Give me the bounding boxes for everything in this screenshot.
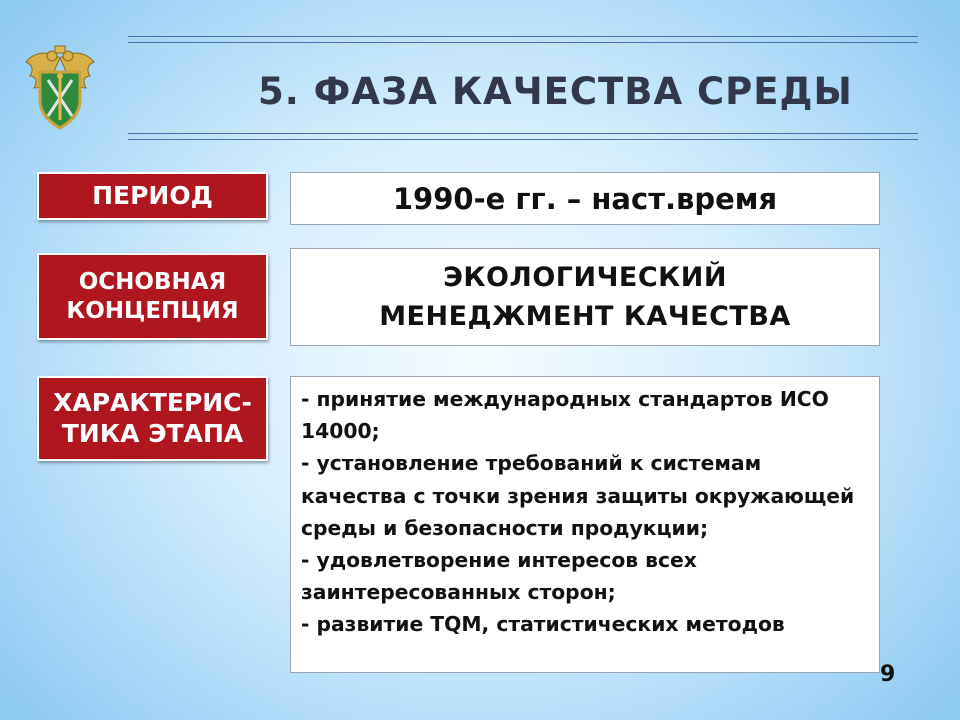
list-item: - принятие международных стандартов ИСО 14000; [301, 387, 829, 444]
coat-of-arms-icon [22, 44, 98, 132]
top-rule-1 [128, 36, 918, 37]
list-item: - установление требований к системам качества с точки зрения защиты окружающей среды и безопасности продукции; [301, 451, 855, 540]
characteristic-label: ХАРАКТЕРИС- ТИКА ЭТАПА [37, 376, 268, 461]
concept-label: ОСНОВНАЯ КОНЦЕПЦИЯ [37, 253, 268, 340]
bottom-rule-2 [128, 139, 918, 140]
page-number: 9 [880, 662, 896, 687]
period-value: 1990-е гг. – наст.время [290, 172, 880, 225]
list-item: - удовлетворение интересов всех заинтересованных сторон; [301, 548, 697, 605]
characteristic-list [290, 376, 880, 673]
bottom-rule-1 [128, 133, 918, 134]
top-rule-2 [128, 42, 918, 43]
list-item: - развитие TQM, статистических методов [301, 612, 785, 637]
period-label: ПЕРИОД [37, 172, 268, 220]
slide-title: 5. ФАЗА КАЧЕСТВА СРЕДЫ [258, 70, 853, 113]
concept-value: ЭКОЛОГИЧЕСКИЙ МЕНЕДЖМЕНТ КАЧЕСТВА [290, 248, 880, 346]
